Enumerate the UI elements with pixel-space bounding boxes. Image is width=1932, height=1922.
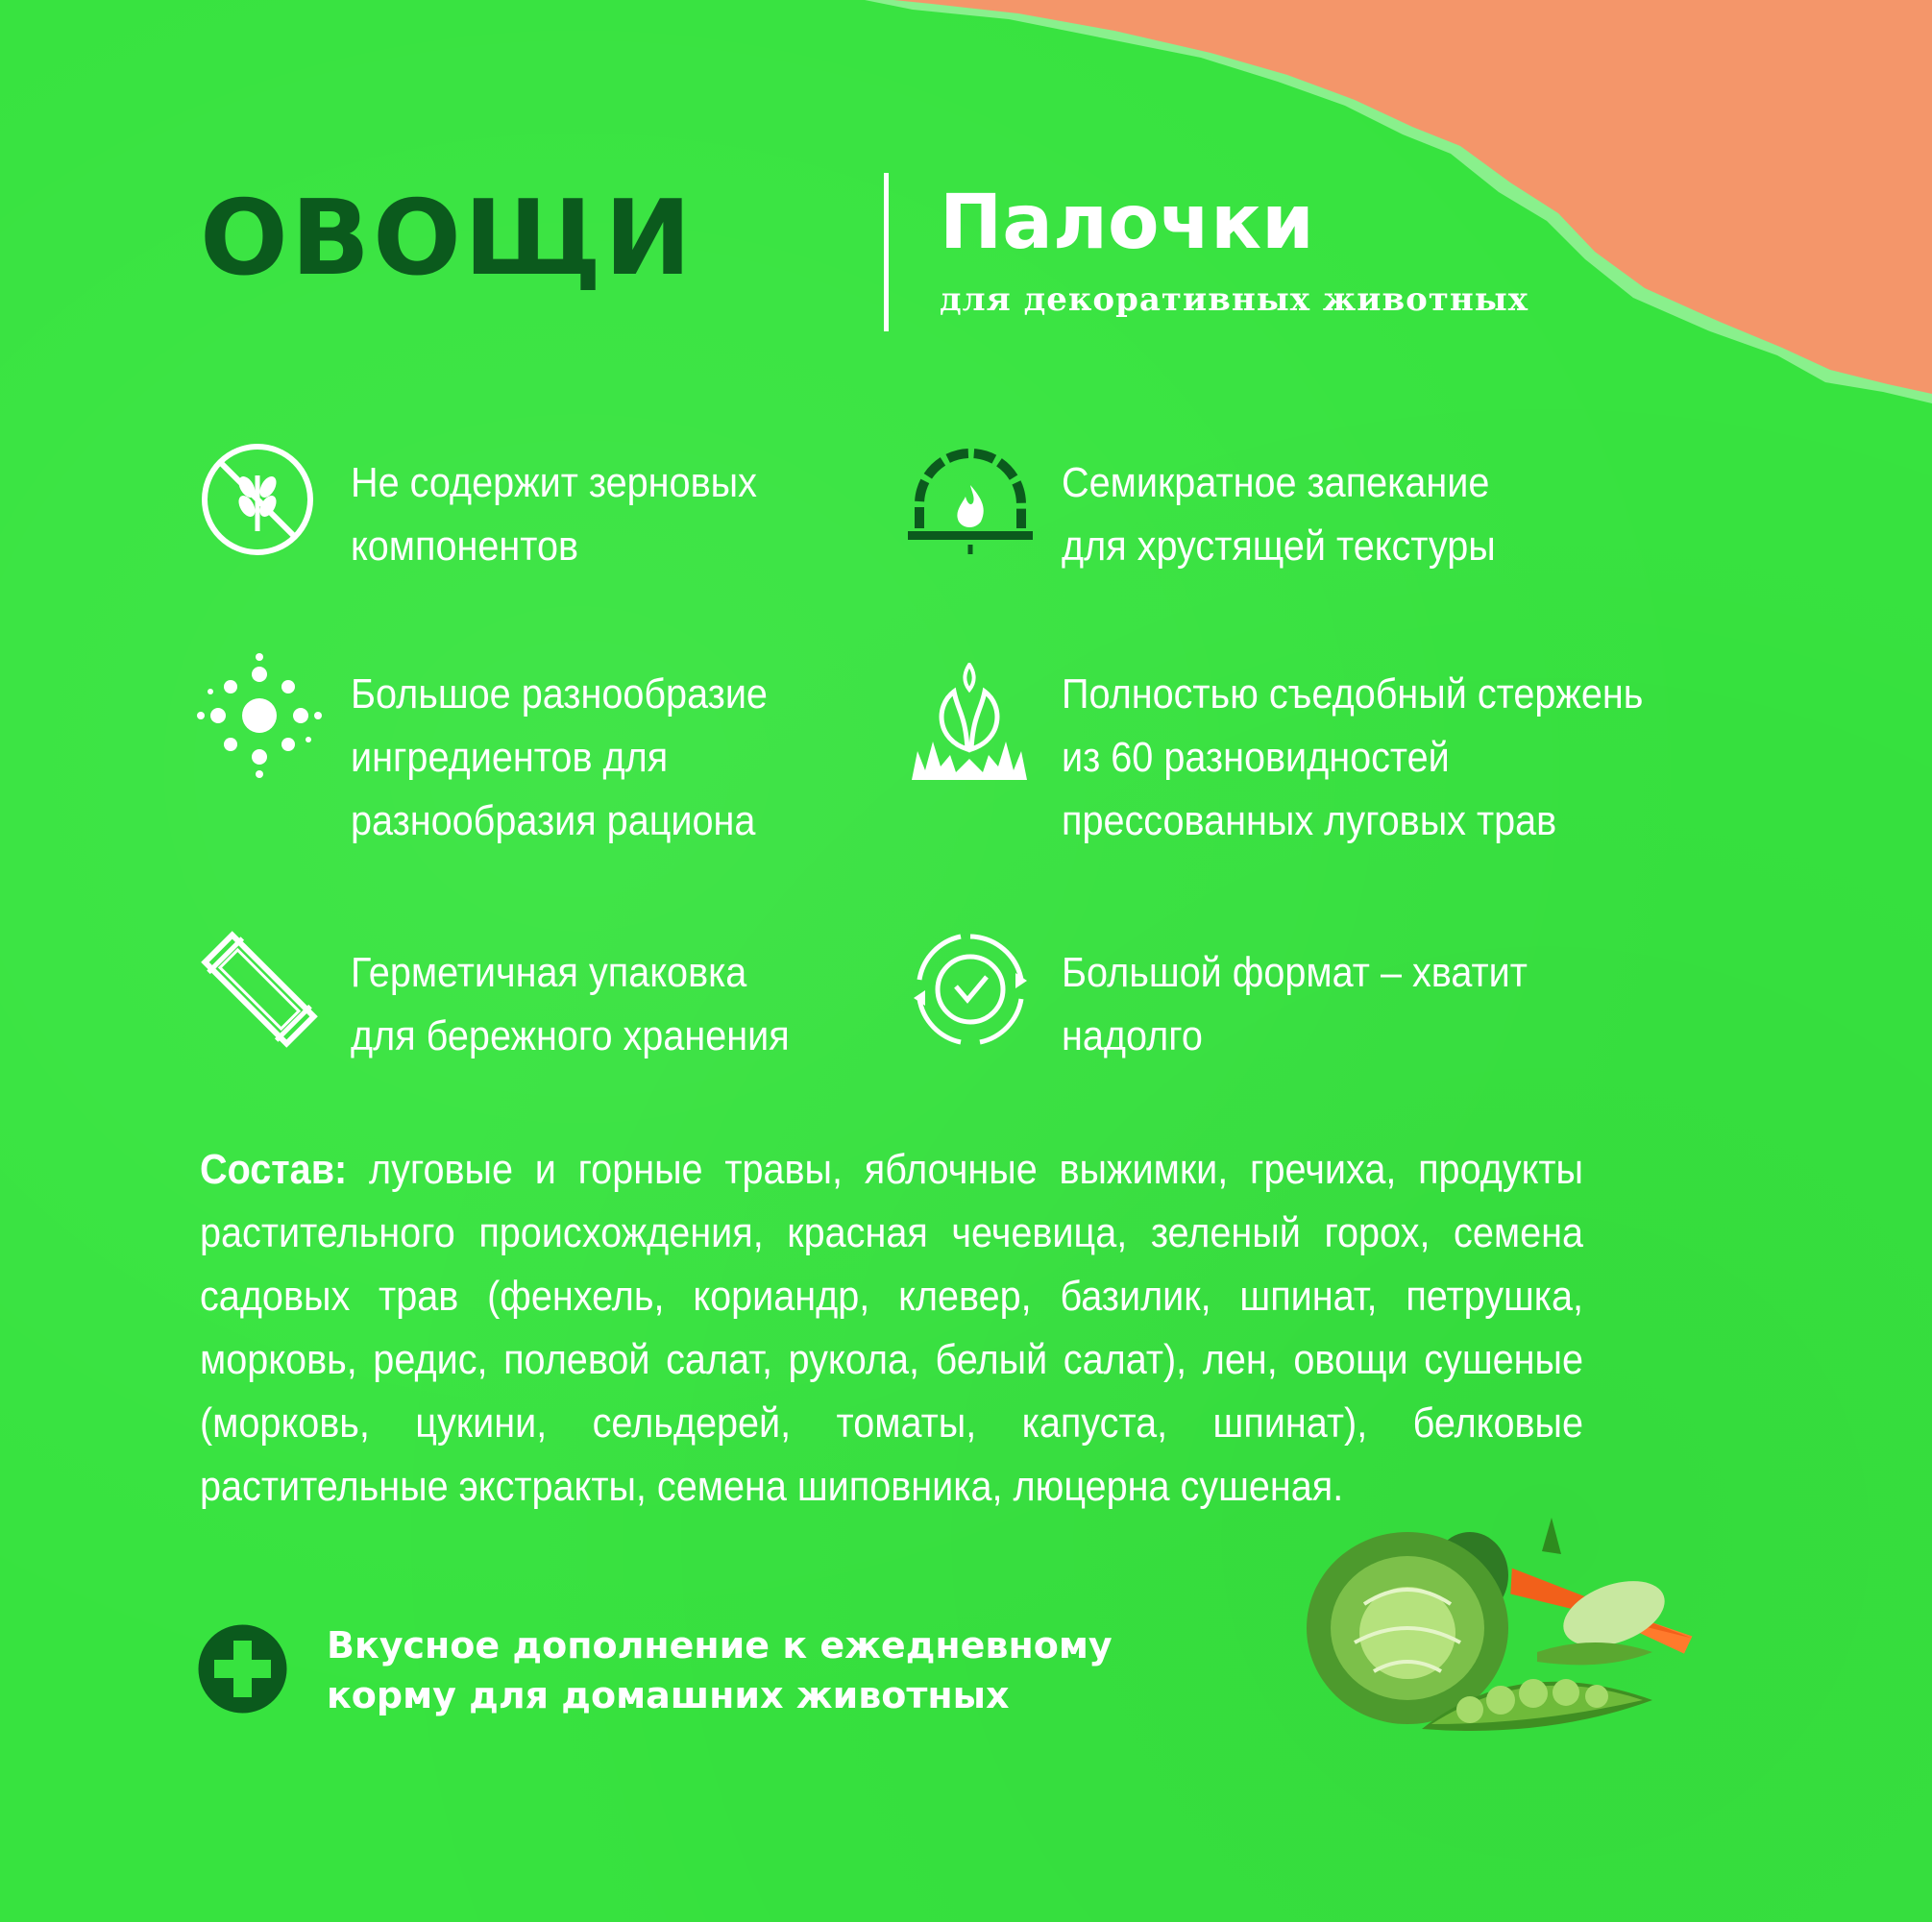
oven-icon <box>908 437 1033 562</box>
sealed-package-icon <box>197 927 322 1052</box>
feature-text: Большое разнообразие ингредиентов для разнообразия рациона <box>351 670 768 844</box>
header-divider <box>884 173 889 331</box>
feature-text: Не содержит зерновых компонентов <box>351 459 757 570</box>
product-tagline: для декоративных животных <box>940 280 1529 319</box>
feature-text: Семикратное запекание для хрустящей текстуры <box>1062 459 1496 570</box>
plus-icon <box>197 1623 288 1715</box>
feature-text: Герметичная упаковка для бережного хранения <box>351 949 790 1059</box>
variety-dots-icon <box>197 653 322 778</box>
vegetables-image <box>1287 1508 1710 1758</box>
feature-text: Полностью съедобный стержень из 60 разновидностей прессованных луговых трав <box>1062 670 1644 844</box>
composition-text: луговые и горные травы, яблочные выжимки, гречиха, продукты растительного происхождения, красная чечевица, зеленый горох, семена садовых трав (фенхель, кориандр, клевер, базилик, шпинат, петрушка, морковь, редис, полевой салат, рукола, белый салат), лен, овощи сушеные (морковь, цукини, сельдерей, томаты, капуста, шпинат), белковые растительные экстракты, семена шиповника, люцерна сушеная. <box>200 1146 1584 1510</box>
composition-block <box>200 1138 1583 1519</box>
feature-text: Большой формат – хватит надолго <box>1062 949 1528 1059</box>
bottom-benefit-text: Вкусное дополнение к ежедневному корму для домашних животных <box>327 1624 1113 1716</box>
long-lasting-clock-icon <box>908 927 1033 1052</box>
product-title: ОВОЩИ <box>200 179 695 299</box>
composition-label: Состав: <box>200 1146 348 1193</box>
plant-grass-icon <box>908 663 1033 788</box>
product-subtitle: Палочки <box>940 180 1314 266</box>
no-grain-icon <box>197 437 322 562</box>
